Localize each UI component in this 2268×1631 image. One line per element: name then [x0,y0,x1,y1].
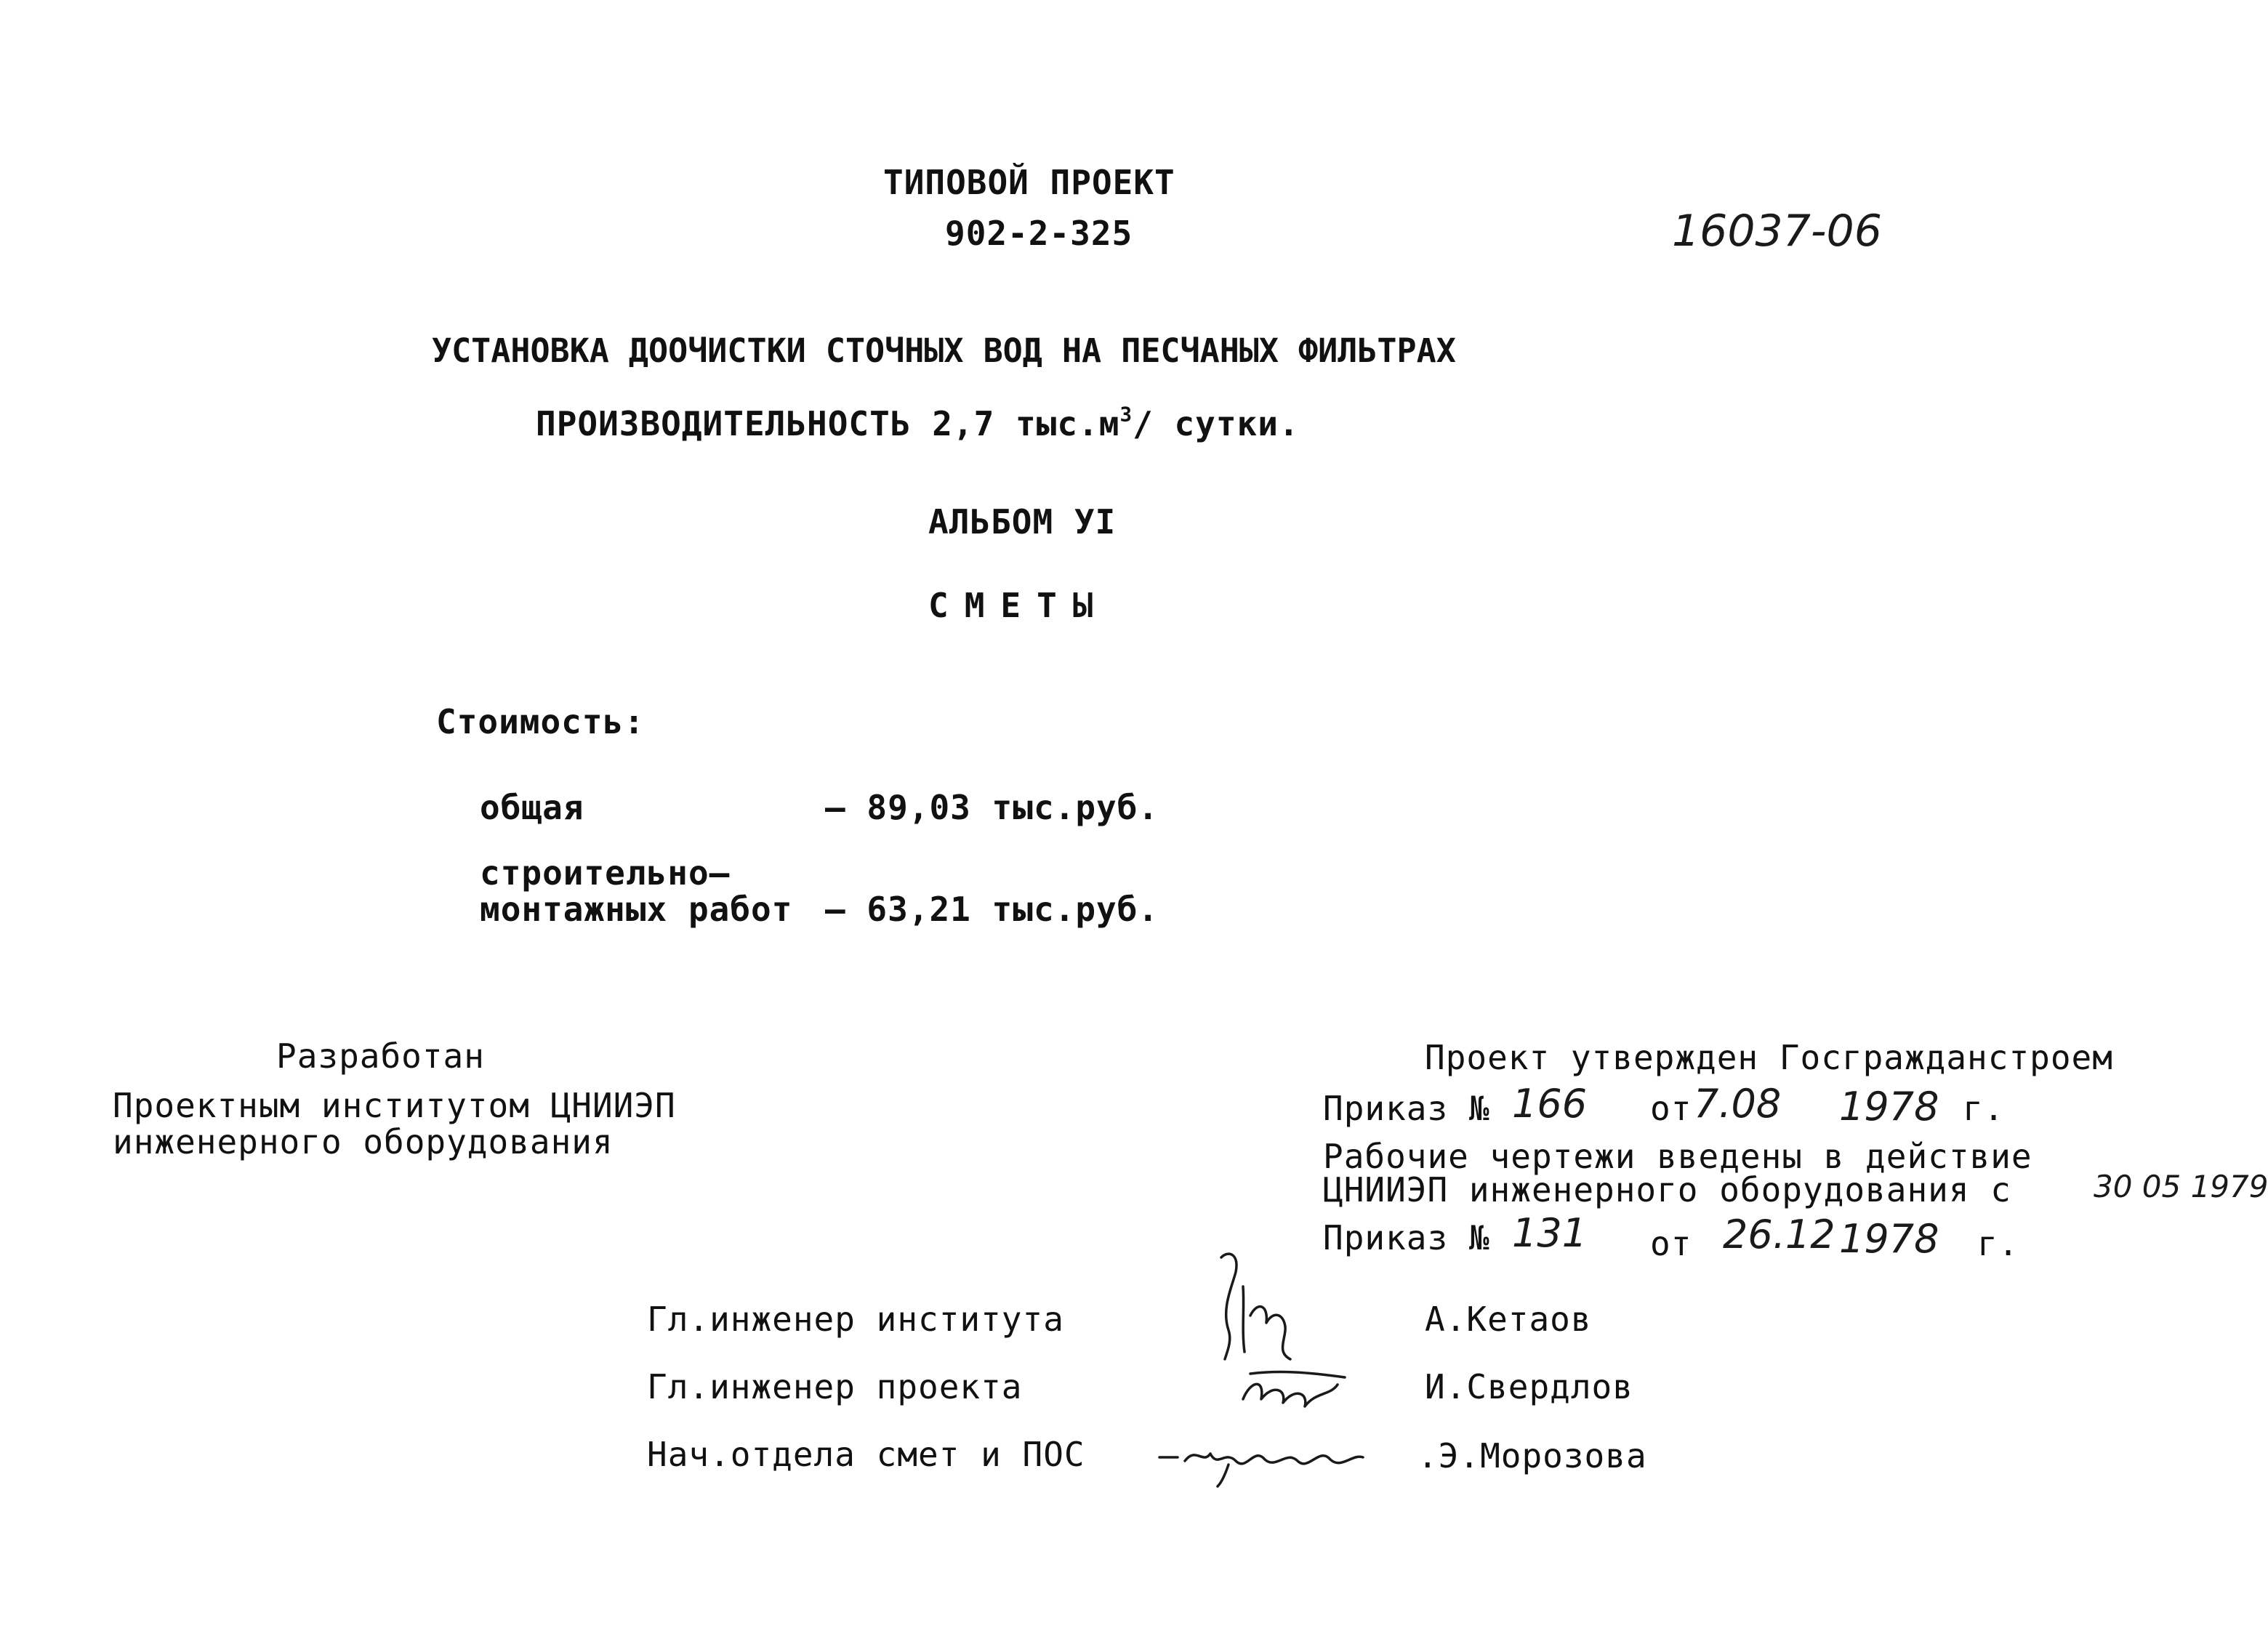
order-1-date: 7.08 [1694,1081,1782,1127]
order-2-date: 26.12 [1723,1212,1835,1257]
signatory-name-3: .Э.Морозова [1418,1436,1647,1475]
title-line-2-suffix: / сутки. [1133,404,1300,443]
section-label: СМЕТЫ [928,586,1109,625]
title-line-2 [536,402,1300,443]
order-1-number: 166 [1512,1081,1588,1127]
cost-construction-label-2: монтажных работ [480,890,793,929]
order-1-year: 1978 [1839,1084,1939,1129]
enacted-line-2: ЦНИИЭП инженерного оборудования с [1323,1170,2011,1209]
signatory-name-2: И.Свердлов [1425,1367,1633,1406]
order-2-g: г. [1977,1224,2019,1263]
title-line-2-prefix: ПРОИЗВОДИТЕЛЬНОСТЬ 2,7 тыс.м [536,404,1120,443]
title-line-2-sup: 3 [1119,402,1133,427]
signatory-role-1: Гл.инженер института [647,1300,1064,1339]
cost-construction-value: – 63,21 тыс.руб. [825,890,1159,929]
inventory-number: 16037-06 [1672,206,1882,257]
order-1-label: Приказ № [1323,1089,1490,1128]
project-type: ТИПОВОЙ ПРОЕКТ [883,163,1175,202]
approval-line-1: Проект утвержден Госгражданстроем [1425,1038,2113,1077]
developer-line-2: инженерного оборудования [113,1122,614,1161]
developer-line-1: Проектным институтом ЦНИИЭП [113,1086,676,1125]
developer-heading: Разработан [276,1036,485,1076]
order-2-from: от [1650,1224,1692,1263]
order-1-from: от [1650,1089,1692,1128]
order-2-year: 1978 [1839,1216,1939,1262]
enacted-date: 30 05 1979 [2094,1169,2268,1204]
signatory-role-2: Гл.инженер проекта [647,1367,1023,1406]
signature-3 [1156,1425,1374,1490]
signatory-name-1: А.Кетаов [1425,1300,1592,1339]
signatory-role-3: Нач.отдела смет и ПОС [647,1435,1085,1474]
title-line-1: УСТАНОВКА ДООЧИСТКИ СТОЧНЫХ ВОД НА ПЕСЧАНЫХ ФИЛЬТРАХ [432,331,1456,370]
enacted-line-1: Рабочие чертежи введены в действие [1323,1137,2032,1176]
order-1-g: г. [1963,1089,2005,1128]
order-2-label: Приказ № [1323,1218,1490,1257]
order-2-number: 131 [1512,1210,1588,1256]
cost-construction-label-1: строительно– [480,853,731,893]
signature-2 [1236,1359,1352,1417]
cost-heading: Стоимость: [436,702,645,741]
cost-total-value: – 89,03 тыс.руб. [825,788,1159,827]
signature-1 [1199,1243,1330,1366]
project-number: 902-2-325 [945,214,1133,253]
album-label: АЛЬБОМ УI [928,502,1117,541]
cost-total-label: общая [480,788,584,827]
